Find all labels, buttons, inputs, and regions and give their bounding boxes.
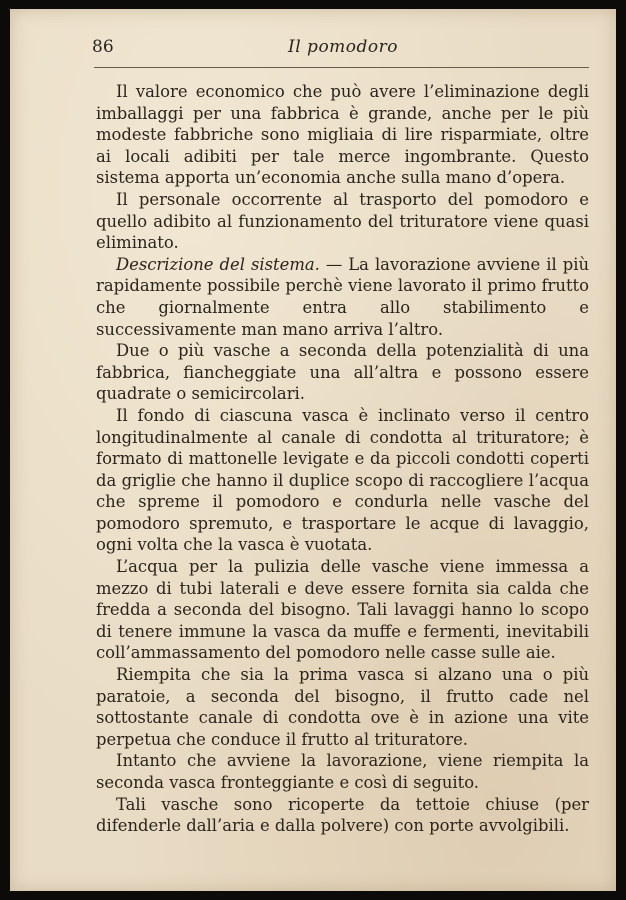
paragraph: Intanto che avviene la lavorazione, viene riempita la seconda vasca fronteggiante e così di seguito. [96,751,589,792]
paragraph: Tali vasche sono ricoperte da tettoie chiuse (per difenderle dall’aria e dalla polvere) con porte avvolgibili. [96,794,589,836]
paragraph: Riempita che sia la prima vasca si alzano una o più paratoie, a seconda del bisogno, il frutto cade nel sottostante canale di condotta ove è in azione una vite perpetua che conduce il frutto al trituratore. [96,665,589,749]
paragraph: Due o più vasche a seconda della potenzialità di una fabbrica, fiancheggiate una all’altra e possono essere quadrate o semicircolari. [96,341,589,404]
paragraph-text: — La lavorazione avviene il più rapidamente possibile perchè viene lavorato il primo frutto che giornalmente entra allo stabilimento e successivamente man mano arriva l’altro. [96,254,589,339]
paragraph: L’acqua per la pulizia delle vasche viene immessa a mezzo di tubi laterali e deve essere fornita sia calda che fredda a seconda del bisogno. Tali lavaggi hanno lo scopo di tenere immune la vasca da muffe e fermenti, inevitabili coll’ammassamento del pomodoro nelle casse sulle aie. [96,557,589,663]
paragraph: Il valore economico che può avere l’eliminazione degli imballaggi per una fabbrica è grande, anche per le più modeste fabbriche sono migliaia di lire risparmiate, oltre ai locali adibiti per tale merce ingombrante. Questo sistema apporta un’economia anche sulla mano d’opera. [96,82,589,188]
body-text [96,81,589,837]
book-page [10,9,616,891]
paragraph: Il fondo di ciascuna vasca è inclinato verso il centro longitudinalmente al canale di condotta al trituratore; è formato di mattonelle levigate e da piccoli condotti coperti da griglie che hanno il duplice scopo di raccogliere l’acqua che spreme il pomodoro e condurla nelle vasche del pomodoro spremuto, e trasportare le acque di lavaggio, ogni volta che la vasca è vuotata. [96,405,589,555]
page-number: 86 [92,37,114,57]
section-lead: Descrizione del sistema. [116,254,320,274]
running-title: Il pomodoro [288,37,399,57]
paragraph: Il personale occorrente al trasporto del pomodoro e quello adibito al funzionamento del trituratore viene quasi eliminato. [96,189,589,253]
header-rule [94,67,589,68]
running-head [92,37,589,63]
paragraph [96,254,589,340]
